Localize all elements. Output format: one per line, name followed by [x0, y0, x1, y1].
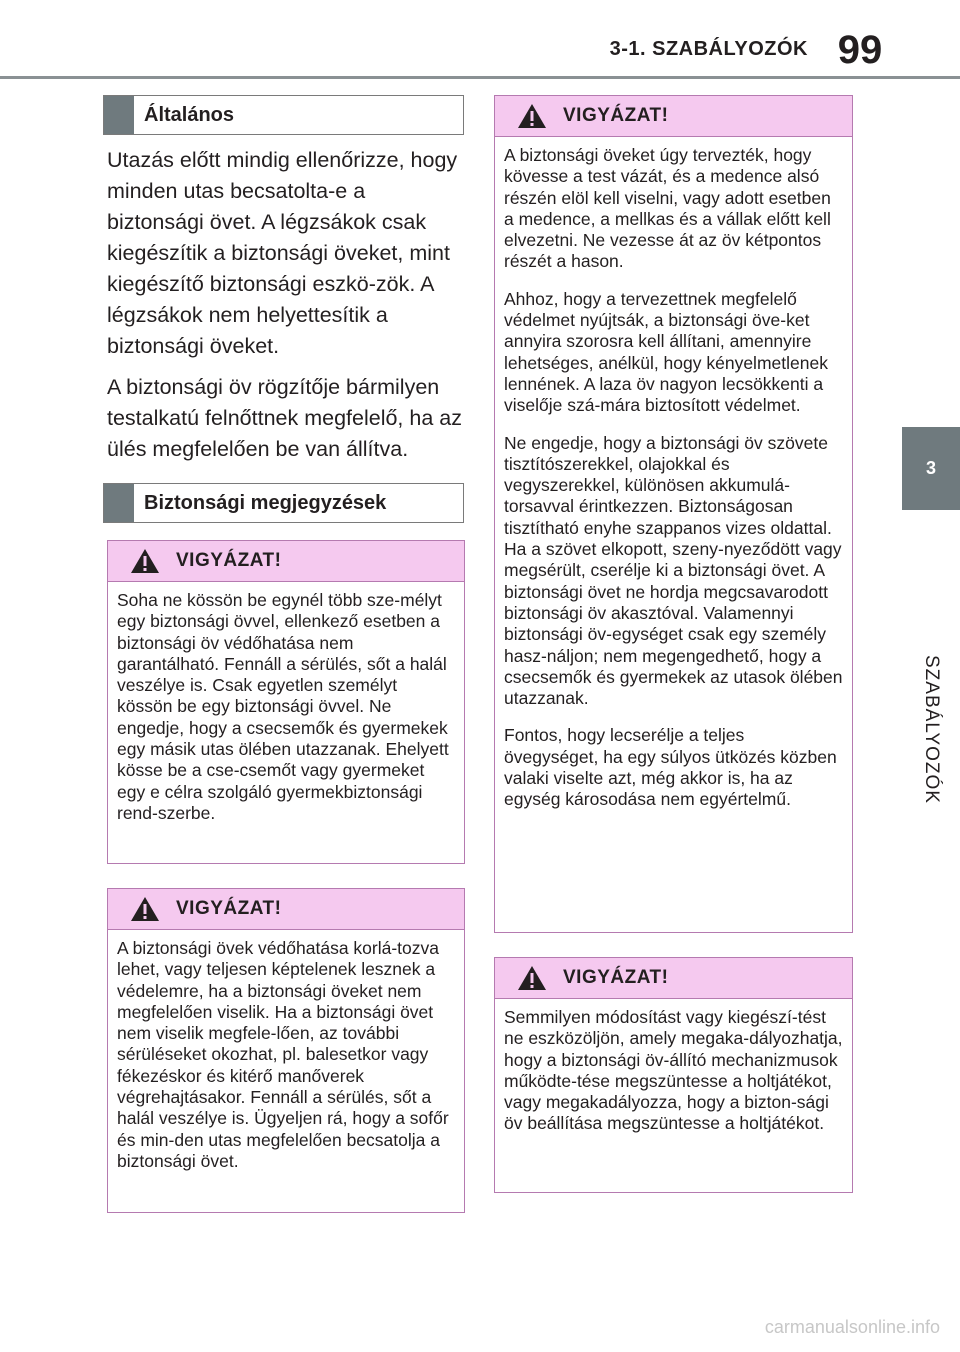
- section-heading-safety: [103, 483, 464, 523]
- warning-triangle-icon: [130, 896, 160, 922]
- warning-body: [108, 582, 464, 832]
- section-heading-general: [103, 95, 464, 135]
- warning-body: [108, 930, 464, 1180]
- warning-paragraph: Soha ne kössön be egynél több sze-mélyt egy biztonsági övvel, ellenkező esetben a biztonsági öv védőhatása nem garantálható. Fennáll a sérülés, sőt a halál veszélye is. Csak egyetlen személyt kössön be egy biztonsági övvel. Ne engedje, hogy a csecsemők és gyermekek egy másik utas ölében utazzanak. Ehelyett kösse be a cse-csemőt vagy gyermeket egy e célra szolgáló gyermekbiztonsági rend-szerbe.: [117, 590, 449, 823]
- paragraph: Utazás előtt mindig ellenőrizze, hogy minden utas becsatolta-e a biztonsági övet. A légzsákok csak kiegészítik a biztonsági öveket, mint kiegészítő biztonsági eszkö-zök. A légzsákok nem helyettesítik a biztonsági öveket.: [107, 148, 458, 358]
- page-number: 99: [837, 28, 883, 72]
- warning-box: [494, 95, 853, 933]
- chapter-tab-label: SZABÁLYOZÓK: [921, 655, 942, 804]
- warning-paragraph: A biztonsági övek védőhatása korlá-tozva lehet, vagy teljesen képtelenek lesznek a védelemre, ha a biztonsági öveket nem megfelelően viselik. Ha a biztonsági övet nem viselik megfele-lően, az további sérüléseket okozhat, pl. balesetkor vagy fékezéskor és kitérő manőverek végrehajtásakor. Fennáll a sérülés, sőt a halál veszélye is. Ügyeljen rá, hogy a sofőr és min-den utas megfelelően becsatolja a biztonsági övet.: [117, 938, 449, 1171]
- warning-header: [495, 958, 852, 999]
- warning-box: [107, 888, 465, 1213]
- warning-paragraph: Fontos, hogy lecserélje a teljes övegységet, ha egy súlyos ütközés közben valaki viselte azt, még akkor is, ha az egység károsodása nem egyértelmű.: [504, 725, 837, 810]
- warning-header: [108, 889, 464, 930]
- section-marker: [104, 484, 134, 522]
- warning-title: VIGYÁZAT!: [176, 550, 282, 571]
- warning-paragraph: A biztonsági öveket úgy tervezték, hogy kövesse a test vázát, és a medence alsó részén elöl kell viselni, vagy adott esetben a medence, a mellkas és a vállak előtt kell elvezetni. Ne vezesse át az öv kétpontos részét a hason.: [504, 145, 831, 272]
- header-divider: [0, 76, 960, 79]
- warning-title: VIGYÁZAT!: [563, 105, 669, 126]
- section-heading-label: Biztonsági megjegyzések: [144, 492, 387, 514]
- warning-box: [494, 957, 853, 1193]
- paragraph: A biztonsági öv rögzítője bármilyen testalkatú felnőttnek megfelelő, ha az ülés megfelelően be van állítva.: [107, 375, 462, 461]
- general-text: [107, 145, 467, 475]
- warning-body: [495, 137, 852, 819]
- warning-triangle-icon: [517, 103, 547, 129]
- section-heading-label: Általános: [144, 104, 235, 126]
- warning-title: VIGYÁZAT!: [176, 898, 282, 919]
- warning-paragraph: Semmilyen módosítást vagy kiegészí-tést ne eszközöljön, amely megaka-dályozhatja, hogy a biztonsági öv-állító mechanizmusok működte-tése megszüntesse a holtjátékot, vagy megakadályozza, hogy a bizton-sági öv beállítása megszüntesse a holtjátékot.: [504, 1007, 843, 1134]
- watermark: carmanualsonline.info: [764, 1317, 940, 1337]
- warning-header: [108, 541, 464, 582]
- warning-title: VIGYÁZAT!: [563, 967, 669, 988]
- warning-header: [495, 96, 852, 137]
- warning-triangle-icon: [130, 548, 160, 574]
- chapter-tab: 3: [902, 427, 960, 510]
- warning-body: [495, 999, 852, 1143]
- warning-paragraph: Ne engedje, hogy a biztonsági öv szövete tisztítószerekkel, olajokkal és vegyszerekkel, különösen akkumulá-torsavval érintkezzen. Biztonságosan tisztítható enyhe szappanos vizes oldattal. Ha a szövet elkopott, szeny-nyeződött vagy megsérült, cserélje ki a biztonsági övet. A biztonsági övet ne hordja megcsavarodott biztonsági öv akasztóval. Valamennyi biztonsági öv-egységet csak egy személy hasz-náljon; nem megengedhető, hogy a csecsemők és gyermekek az utasok ölében utazzanak.: [504, 432, 843, 709]
- section-marker: [104, 96, 134, 134]
- warning-box: [107, 540, 465, 864]
- warning-paragraph: Ahhoz, hogy a tervezettnek megfelelő védelmet nyújtsák, a biztonsági öve-ket annyira szorosra kell állítani, amennyire lehetséges, anélkül, hogy kényelmetlenek lennének. A laza öv nagyon lecsökkenti a viselője szá-mára biztosított védelmet.: [504, 288, 828, 416]
- section-title: 3-1. SZABÁLYOZÓK: [609, 38, 808, 60]
- warning-triangle-icon: [517, 965, 547, 991]
